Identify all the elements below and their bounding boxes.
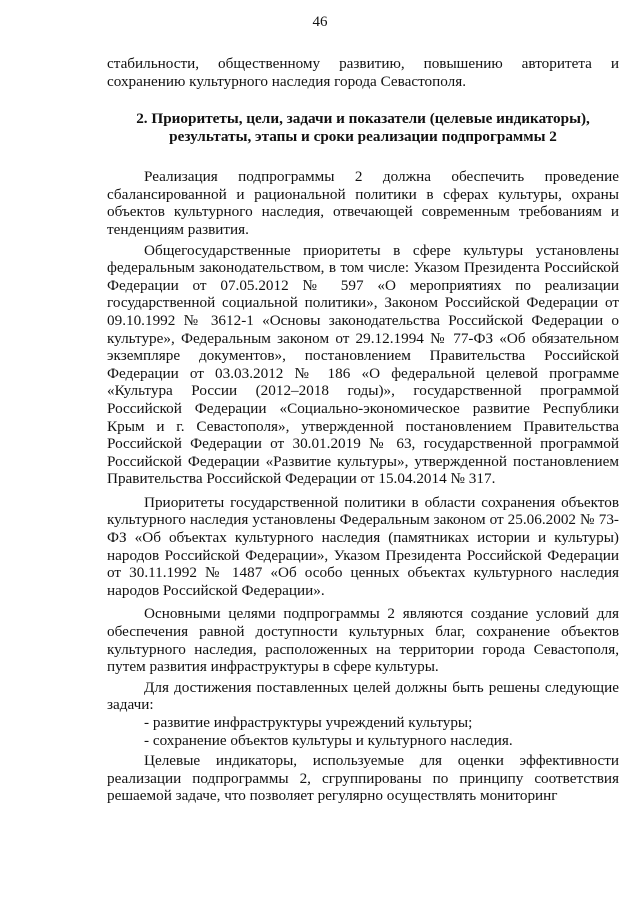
paragraph-indicators: Целевые индикаторы, используемые для оценки эффективности реализации подпрограммы 2, сгруппированы по принципу соответствия решаемой задаче, что позволяет регулярно осуществлять мониторинг (107, 752, 619, 805)
paragraph-national-priorities: Общегосударственные приоритеты в сфере культуры установлены федеральным законодательством, в том числе: Указом Президента Российской Федерации от 07.05.2012 № 597 «О мероприятиях по реализации государственной социальной политики», Законом Российской Федерации от 09.10.1992 № 3612-1 «Основы законодательства Российской Федерации о культуре», Федеральным законом от 29.12.1994 № 77-ФЗ «Об обязательном экземпляре документов», постановлением Правительства Российской Федерации от 03.03.2012 № 186 «О федеральной целевой программе «Культура России (2012–2018 годы)», государственной программой Российской Федерации «Социально-экономическое развитие Республики Крым и г. Севастополя», утвержденной постановлением Правительства Российской Федерации от 30.01.2019 № 63, государственной программой Российской Федерации «Развитие культуры», утвержденной постановлением Правительства Российской Федерации от 15.04.2014 № 317. (107, 241, 619, 488)
task-item: - сохранение объектов культуры и культурного наследия. (144, 731, 513, 749)
paragraph-tasks-intro: Для достижения поставленных целей должны быть решены следующие задачи: (107, 678, 619, 714)
paragraph-heritage-priorities: Приоритеты государственной политики в области сохранения объектов культурного наследия установлены Федеральным законом от 25.06.2002 № 73-ФЗ «Об объектах культурного наследия (памятниках истории и культуры) народов Российской Федерации», Указом Президента Российской Федерации от 30.11.1992 № 1487 «Об особо ценных объектах культурного наследия народов Российской Федерации». (107, 493, 619, 599)
page-number: 46 (312, 14, 328, 30)
section-heading: 2. Приоритеты, цели, задачи и показатели (целевые индикаторы), результаты, этапы и сроки реализации подпрограммы 2 (136, 110, 590, 146)
document-body (107, 55, 619, 805)
paragraph-main-goals: Основными целями подпрограммы 2 являются создание условий для обеспечения равной доступности культурных благ, сохранение объектов культурного наследия, расположенных на территории города Севастополя, путем развития инфраструктуры в сфере культуры. (107, 605, 619, 676)
intro-paragraph: стабильности, общественному развитию, повышению авторитета и сохранению культурного наследия города Севастополя. (107, 55, 619, 90)
paragraph-implementation: Реализация подпрограммы 2 должна обеспечить проведение сбалансированной и рациональной политики в сферах культуры, охраны объектов культурного наследия, отвечающей современным требованиям и тенденциям развития. (107, 168, 619, 238)
task-item: - развитие инфраструктуры учреждений культуры; (144, 714, 473, 731)
